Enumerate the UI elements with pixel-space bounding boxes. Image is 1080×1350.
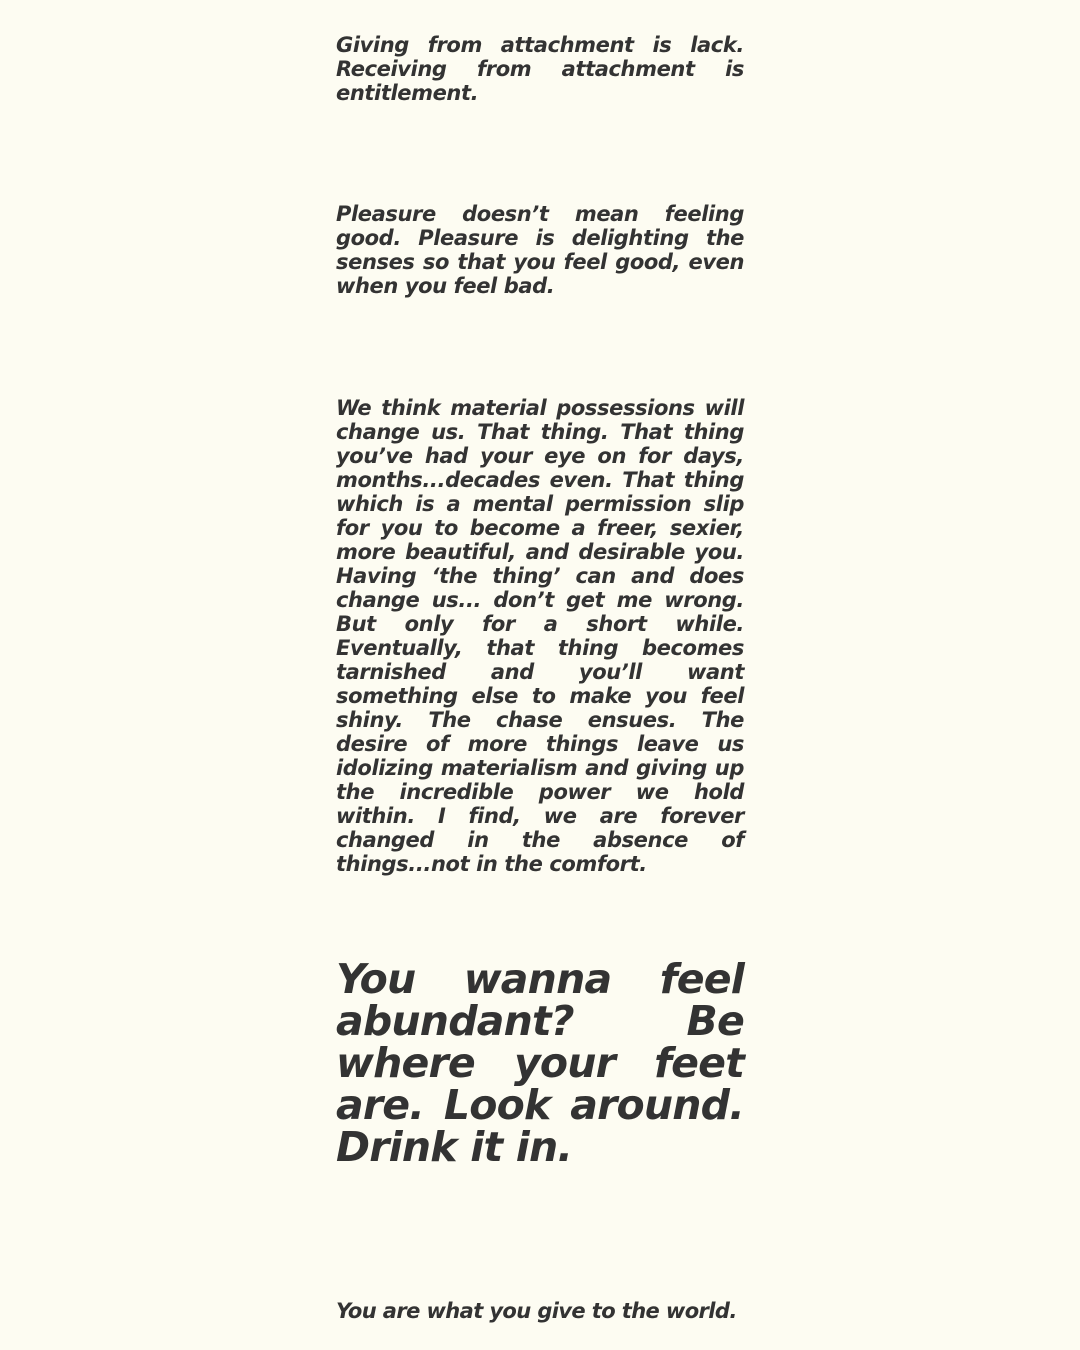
paragraph-material-possessions: We think material possessions will change us. That thing. That thing you’ve had your eye on for days, months...decades even. That thing which is a mental permission slip for you to become a freer, sexier, more beautiful, and desirable you. Having ‘the thing’ can and does change us... don’t get me wrong. But only for a short while. Eventually, that thing becomes tarnished and you’ll want something else to make you feel shiny. The chase ensues. The desire of more things leave us idolizing materialism and giving up the incredible power we hold within. I find, we are forever changed in the absence of things...not in the comfort.: [336, 396, 744, 876]
paragraph-pleasure: Pleasure doesn’t mean feeling good. Pleasure is delighting the senses so that you feel good, even when you feel bad.: [336, 202, 744, 298]
paragraph-attachment: Giving from attachment is lack. Receiving from attachment is entitlement.: [336, 33, 744, 105]
paragraph-abundant: You wanna feel abundant? Be where your feet are. Look around. Drink it in.: [336, 955, 744, 1171]
paragraph-give-to-world: You are what you give to the world.: [336, 1299, 737, 1323]
